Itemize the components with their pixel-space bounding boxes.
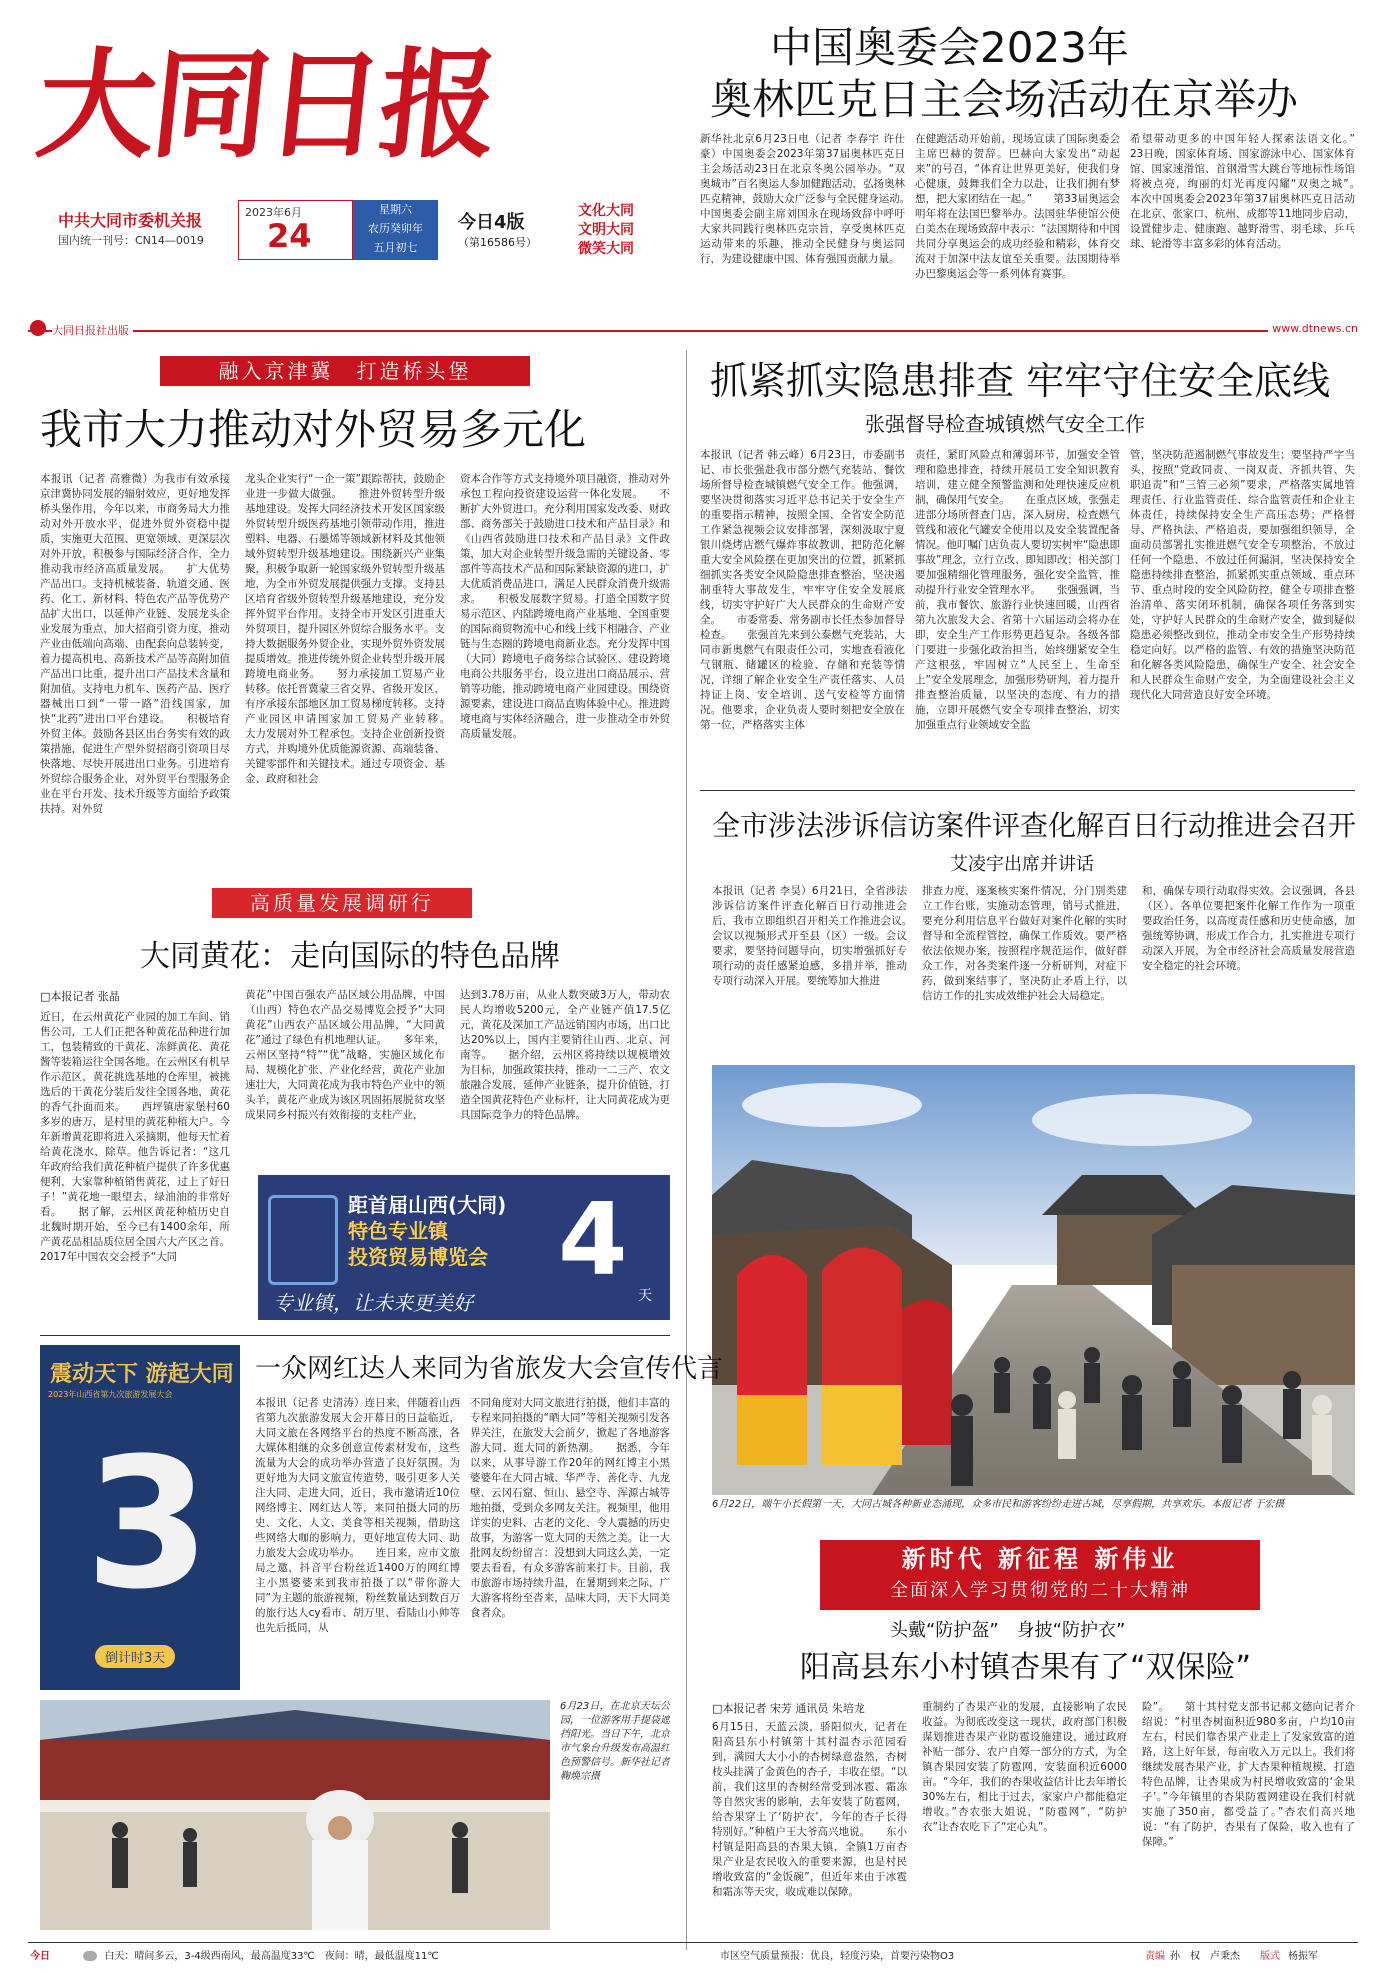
footer-editor-label: 责编 [1145, 1951, 1165, 1962]
expo-ad-count: 4 [558, 1181, 628, 1298]
date-weekday-box [353, 200, 438, 260]
new-era-title: 阳高县东小村镇杏果有了“双保险” [800, 1650, 1252, 1685]
website[interactable]: www.dtnews.cn [1268, 322, 1358, 335]
masthead-issn: 国内统一刊号：CN14—0019 [58, 234, 204, 247]
petition-col-3: 和，确保专项行动取得实效。会议强调，各县（区）、各单位要把案件化解工作作为一项重要政治任务，以高度责任感和历史使命感，加强统筹协调，形成工作合力，扎实推进专项行动深入开展，为全市经济社会高质量发展营造安全稳定的社会环境。 [1142, 885, 1355, 972]
trade-title: 我市大力推动对外贸易多元化 [40, 405, 587, 454]
expo-ad-line3: 投资贸易博览会 [348, 1245, 488, 1269]
new-era-banner [820, 1540, 1260, 1610]
column-divider [686, 350, 687, 1950]
issue-number: （第16586号） [458, 236, 537, 249]
slogan-culture: 文化大同 [578, 203, 634, 219]
date-box [238, 200, 353, 260]
masthead-sponsor: 中共大同市委机关报 [58, 211, 203, 230]
publisher-logo-icon [30, 320, 46, 336]
expo-ad [258, 1175, 670, 1320]
petition-title: 全市涉法涉诉信访案件评查化解百日行动推进会召开 [712, 809, 1357, 842]
petition-col-2: 排查力度，逐案核实案件情况，分门别类建立工作台账，实施动态管理，销号式推进，要充分利用信息平台做好对案件化解的实时督导和全流程管控，确保工作质效。要严格依法依规办案，按照程序规范运作，做好群众工作，对各类案件逐一分析研判，对症下药，做到案结事了，坚决防止矛盾上行，以信访工作的扎实成效维护社会大局稳定。 [922, 885, 1127, 1002]
lunar-day: 五月初七 [373, 241, 418, 254]
huanghua-col-1: 近日，在云州黄花产业园的加工车间、销售公司，工人们正把各种黄花品种进行加工，包装精致的干黄花、冻鲜黄花、黄花酱等装箱运往全国各地。在云州区有机旱作示范区，黄花挑选基地的仓库里，被挑选后的干黄花分装后发往全国各地，黄花的香气扑面而来。 西坪镇唐家堡村60多岁的唐万，是村里的黄花种植大户。今年新增黄花即将进入采摘期，他每天忙着给黄花浇水、除草。他告诉记者：“这几年政府给我们黄花种植户提供了许多优惠便利，大家靠种植销售黄花，过上了好日子！”黄花地一眼望去，绿油油的非常好看。 据了解，云州区黄花种植历史自北魏时期开始，至今已有1400余年，所产黄花品相品质位居全国六大产区之首。2017年中国农交会授予“大同 [40, 1011, 230, 1263]
expo-ad-line2: 特色专业镇 [348, 1219, 448, 1243]
footer [30, 1946, 1358, 1968]
date-year-month: 2023年6月 [245, 206, 302, 219]
petition-subtitle: 艾凌宇出席并讲话 [950, 854, 1094, 875]
huanghua-byline: □本报记者 张晶 [40, 990, 120, 1003]
gas-col-3: 管，坚决防范遏制燃气事故发生；要坚持严字当头，按照“党政同责、一岗双责、齐抓共管、失职追责”和“三管三必须”要求，严格落实属地管理责任、行业监管责任、综合监管责任和企业主体责任，持续保持安全生产高压态势；严格督导、严格执法、严格追责，要加强组织领导，全面动员部署扎实推进燃气安全专项整治，不放过任何一个隐患、不放过任何漏洞，坚决保持安全隐患持续排查整治，抓紧抓实重点领域、重点环节、重点时段的安全风险防控，健全专项排查整治清单、落实闭环机制，确保各项任务落到实处，守护好人民群众的生命财产安全，做到疑似隐患必须整改到位，推动全市安全生产形势持续稳定向好。以严格的监管、有效的措施坚决防范和化解各类风险隐患，确保生产安全、社会安全和人民群众生命财产安全，为全面建设社会主义现代化大同营造良好安全环境。 [1130, 449, 1355, 701]
lead-col-3: 希望带动更多的中国年轻人探索法语文化。” 23日晚，国家体育场、国家游泳中心、国家体育馆、国家速滑馆、首钢滑雪大跳台等地标性场馆将被点亮，绚丽的灯光再度闪耀“双奥之城”。 本次中国奥委会2023年第37届奥林匹克日活动在北京、张家口、杭州、成都等11地同步启动，设置健步走、健康跑、越野滑雪、羽毛球、乒乓球、轮滑等丰富多彩的体育活动。 [1130, 133, 1355, 250]
footer-editor: 孙 权 卢秉杰 [1170, 1951, 1240, 1962]
huanghua-bottom-rule [40, 1335, 670, 1336]
slogan-smile: 微笑大同 [578, 241, 634, 257]
lead-title-line2: 奥林匹克日主会场活动在京举办 [710, 75, 1299, 124]
temple-photo [40, 1700, 550, 1930]
countdown-ad-title: 震动天下 游起大同 [50, 1362, 234, 1387]
publisher: 大同日报社出版 [52, 322, 133, 338]
footer-design: 杨振军 [1288, 1951, 1318, 1962]
expo-ad-deco [268, 1195, 338, 1285]
new-era-banner-line1: 新时代 新征程 新伟业 [901, 1545, 1179, 1573]
temple-photo-svg [40, 1700, 550, 1930]
gas-subtitle: 张强督导检查城镇燃气安全工作 [865, 412, 1145, 436]
new-era-byline: □本报记者 宋芳 通讯员 朱培龙 [712, 1702, 865, 1715]
trade-col-2: 龙头企业实行“一企一策”跟踪帮扶，鼓励企业进一步做大做强。 推进外贸转型升级基地建设。发挥大同经济技术开发区国家级外贸转型升级医药基地引领带动作用，推进塑料、电器、石墨烯等领域新材料及其他领域外贸转型升级基地建设。围绕新兴产业集聚，积极争取新一轮国家级外贸转型升级基地，为全市外贸发展提供强力支撑。支持县区培育省级外贸转型升级基地建设，充分发挥外贸平台作用。支持全市开发区引进重大外贸项目，提升园区外贸综合服务水平。支持大数据服务外贸企业，实现外贸外资发展提质增效。推进传统外贸企业转型升级开展跨境电商业务。 努力承接加工贸易产业转移。依托晋冀蒙三省交界、省级开发区，有序承接东部地区加工贸易梯度转移。支持产业园区申请国家加工贸易产业转移。 大力发展对外工程承包。支持企业创新投资方式，并购境外优质能源资源、高端装备、关键零部件和关键技术。通过专项资金、基金、政府和社会 [245, 473, 445, 785]
countdown-ad [40, 1345, 240, 1690]
footer-rule [28, 1942, 1358, 1943]
ancient-city-photo-svg [712, 1065, 1355, 1495]
footer-design-label: 版式 [1260, 1951, 1280, 1962]
lead-col-1: 新华社北京6月23日电（记者 李春宇 许仕豪）中国奥委会2023年第37届奥林匹克日主会场活动23日在北京冬奥公园举办。“双奥城市”百名奥运人参加健跑活动，弘扬奥林匹克精神，鼓励大众广泛参与全民健身运动。 中国奥委会副主席刘国永在现场致辞中呼吁大家共同践行奥林匹克宗旨，享受奥林匹克运动带来的乐趣，推动全民健身与奥运同行，为建设健康中国、体育强国贡献力量。 [700, 133, 905, 265]
lead-col-2: 在健跑活动开始前，现场宣读了国际奥委会主席巴赫的贺辞。巴赫向大家发出“动起来”的号召，“体育让世界更美好，使我们身心健康，鼓舞我们全力以赴，让我们拥有梦想，把大家团结在一起。” 第33届奥运会明年将在法国巴黎举办。法国驻华使馆公使白美杰在现场致辞中表示：“法国期待和中国共同分享奥运会的成功经验和精彩，体育交流对于加深中法友谊至关重要。法国期待举办巴黎奥运会等一系列体育赛事。 [915, 133, 1120, 280]
lunar-year: 农历癸卯年 [368, 222, 423, 235]
publisher-rule [28, 330, 1358, 332]
trade-banner: 融入京津冀 打造桥头堡 [160, 356, 530, 386]
gas-bottom-rule [700, 790, 1355, 791]
masthead-logo: 大同日报 [30, 35, 502, 174]
huanghua-col-2: 黄花”中国百强农产品区域公用品牌，中国（山西）特色农产品交易博览会授予“大同黄花”山西农产品区域公用品牌，“大同黄花”通过了绿色有机地理认证。 多年来，云州区坚持“特”“优”战略，实施区域化布局、规模化扩张、产业化经营，黄花产业加速壮大，大同黄花成为我市特色产业中的领头羊，黄花产业成为该区巩固拓展脱贫攻坚成果同乡村振兴有效衔接的支柱产业， [245, 989, 445, 1121]
footer-weather: 白天：晴间多云，3-4级西南风，最高温度33℃ 夜间：晴，最低温度11℃ [104, 1951, 439, 1962]
expo-ad-unit: 天 [638, 1288, 652, 1304]
trade-col-1: 本报讯（记者 高雅微）为我市有效承接京津冀协同发展的辐射效应，更好地发挥桥头堡作用，今年以来，市商务局大力推动对外开放水平，促进外贸外资稳中提质，实施更大范围、更宽领域、更深层次对外开放，积极参与国际经济合作，全力推动我市经济高质量发展。 扩大优势产品出口。支持机械装备、轨道交通、医药、化工、新材料、特色农产品等优势产品扩大出口，以延伸产业链、发展龙头企业发展为重点，加大招商引资力度，推动产业由低端向高端、由配套向总装转变，着力提高机电、高新技术产品等高附加值产品出口比重，提升出口产品技术含量和附加值。支持电力机车、医药产品、医疗器械出口到“一带一路”沿线国家，加快“北药”进出口平台建设。 积极培育外贸主体。鼓励各县区出台务实有效的政策措施，促进生产型外贸招商引资项目尽快落地、尽快开展进出口业务。引进培育外贸综合服务企业，对外贸平台型服务企业在平台开发、技术升级等方面给予政策扶持。对外贸 [40, 473, 230, 815]
gas-col-2: 责任，紧盯风险点和薄弱环节，加强安全管理和隐患排查，持续开展员工安全知识教育培训，建立健全预警监测和处理快速反应机制，确保用气安全。 在重点区域，张强走进部分场所督查门店，深入厨房，检查燃气管线和液化气罐安全使用以及安全装置配备情况。他叮嘱门店负责人要切实树牢“隐患即事故”理念，立行立改、即知即改；相关部门要加强精细化管理服务，强化安全监管，推动提升行业安全管理水平。 张强强调，当前，我市餐饮、旅游行业快速回暖，山西省第九次旅发大会、省第十六届运动会将办在即，安全生产工作形势更趋复杂。各级各部门要进一步强化政治担当，始终绷紧安全生产这根弦，牢固树立“人民至上、生命至上”安全发展理念，加强形势研判，着力提升排查整治质量，以坚决的态度、有力的措施，立即开展燃气安全专项排查整治，切实加强重点行业领域安全监 [915, 449, 1120, 731]
temple-caption: 6月23日，在北京天坛公园，一位游客用手提袋遮挡阳光。当日下午，北京市气象台升级发布高温红色预警信号。新华社记者 鞠焕宗摄 [560, 1701, 670, 1782]
weather-icon [83, 1951, 97, 1961]
footer-air: 市区空气质量预报：优良，轻度污染，首要污染物O3 [720, 1951, 955, 1962]
countdown-ad-sub: 2023年山西省第九次旅游发展大会 [48, 1390, 173, 1399]
weekday: 星期六 [379, 203, 412, 216]
ancient-city-photo [712, 1065, 1355, 1495]
new-era-kicker: 头戴“防护盔” 身披“防护衣” [890, 1620, 1126, 1641]
countdown-ad-count: 3 [85, 1420, 211, 1629]
ancient-city-caption: 6月22日，端午小长假第一天，大同古城各种新业态涌现，众多市民和游客纷纷走进古城，尽享假期，共享欢乐。本报记者 于宏摄 [712, 1499, 1285, 1510]
slogan-civility: 文明大同 [578, 222, 634, 238]
new-era-col-1: 6月15日，天蓝云淡，骄阳似火，记者在阳高县东小村镇第十其村温杏示范园看到，满园大大小小的杏树绿意盎然，杏树枝头挂满了金黄色的杏子，丰收在望。“以前，我们这里的杏树经常受到冰雹、霜冻等自然灾害的影响，去年安装了防雹网，给杏果穿上了‘防护衣’，今年的杏子长得特别好。”种植户王大爷高兴地说。 东小村镇是阳高县的杏果大镇，全镇1万亩杏果产业是农民收入的重要来源，也是村民增收致富的“金饭碗”，但近年来由于冰雹和霜冻等天灾，收成难以保障。 [712, 1721, 907, 1898]
huanghua-banner: 高质量发展调研行 [212, 888, 472, 918]
pages-count: 今日4版 [458, 212, 525, 233]
new-era-col-2: 重制约了杏果产业的发展，直接影响了农民收益。为彻底改变这一现状，政府部门积极谋划推进杏果产业防雹设施建设，通过政府补贴一部分、农户自筹一部分的方式，为全镇杏果园安装了防雹网，安装面积近6000亩。“今年，我们的杏果收益估计比去年增长30%左右，相比于过去，家家户户都能稳定增收。”杏农张大姐说，“防雹网”，“防护衣”让杏农吃下了“定心丸”。 [922, 1701, 1127, 1833]
gas-title: 抓紧抓实隐患排查 牢牢守住安全底线 [710, 359, 1331, 403]
huanghua-col-3: 达到3.78万亩，从业人数突破3万人，带动农民人均增收5200元，全产业链产值17.5亿元，黄花及深加工产品远销国内市场，出口比达20%以上，国内主要销往山西、北京、河南等。 据介绍，云州区将持续以规模增效为目标，加强政策扶持，推动一二三产、农文旅融合发展，延伸产业链条，提升价值链，打造全国黄花特色产业标杆，让大同黄花成为更具国际竞争力的特色品牌。 [460, 989, 670, 1121]
tourism-col-2: 不同角度对大同文旅进行拍摄，他们丰富的专程来同拍摄的“晒大同”等相关视频引发各界关注，在旅发大会前夕，掀起了各地游客游大同、逛大同的新热潮。 据悉，今年以来，从事导游工作20年的网红博主小黑婆婆年在大同古城、华严寺、善化寺、九龙壁、云冈石窟、恒山、悬空寺、浑源古城等地拍摄，受到众多网友关注。视频里，他用详实的史料、古老的文化、令人震撼的历史故事，为游客一览大同的天然之美。让一大批网友纷纷留言：没想到大同这么美，一定要去看看，有众多游客前来打卡。目前，我市旅游市场持续升温，在暑期到来之际，广大游客将纷至沓来，品味大同，天下大同美食者众。 [470, 1397, 670, 1619]
trade-col-3: 资本合作等方式支持境外项目融资，推动对外承包工程向投资建设运营一体化发展。 不断扩大外贸进口。充分利用国家发改委、财政部、商务部关于鼓励进口技术和产品目录》和《山西省鼓励进口技术和产品目录》文件政策，加大对企业转型升级急需的关键设备、零部件等高技术产品和国际紧缺资源的进口，扩大优质消费品进口，满足人民群众消费升级需求。 积极发展数字贸易。打造全国数字贸易示范区、内陆跨境电商产业基地、全国重要的国际商贸物流中心和线上线下相融合、产业链与生态圈的跨境电商新业态。充分发挥中国（大同）跨境电子商务综合试验区、建设跨境电商公共服务平台，设立进出口商品展示、营销等功能，推动跨境电商产业园建设。围绕资源要素，建设进口商品直购体验中心。推进跨境电商与实体经济融合，进一步推动全市外贸高质量发展。 [460, 473, 670, 740]
slogans [578, 202, 634, 259]
masthead [28, 20, 648, 335]
footer-today: 今日 [30, 1951, 50, 1962]
lead-title-line1: 中国奥委会2023年 [770, 23, 1129, 72]
expo-ad-line1: 距首届山西(大同) [348, 1193, 507, 1217]
new-era-col-3: 险”。 第十其村党支部书记郝文德向记者介绍说：“村里杏树面积近980多亩，户均10亩左右，村民们靠杏果产业走上了发家致富的道路，这上好年景，每亩收入万元以上。我们将继续发展杏果产业，扩大杏果种植规模，打造特色品牌，让杏果成为村民增收致富的‘金果子’。”今年镇里的杏果防雹网建设在我们村就实施了350亩，都受益了。”杏农们高兴地说：“有了防护，杏果有了保险，收入也有了保障。” [1142, 1701, 1355, 1848]
date-day: 24 [267, 217, 312, 255]
new-era-banner-line2: 全面深入学习贯彻党的二十大精神 [890, 1580, 1190, 1601]
tourism-title: 一众网红达人来同为省旅发大会宣传代言 [255, 1354, 724, 1384]
countdown-ad-label: 倒计时3天 [95, 1645, 175, 1668]
tourism-col-1: 本报讯（记者 史清涛）连日来，伴随着山西省第九次旅游发展大会开幕日的日益临近，大同文旅在各网络平台的热度不断高涨，各大媒体相继的众多创意宣传素材发布，这些流量为大会的成功举办营造了良好氛围。为更好地为大同文旅宣传造势，吸引更多人关注大同、走进大同，近日，我市邀请近10位网络博主、网红达人等，来同拍摄大同的历史、文化、人文、美食等相关视频，借助这些网络大咖的影响力，更好地宣传大同、助力旅发大会成功举办。 连日来，应市文旅局之邀，抖音平台粉丝近1400万的网红博主小黑婆婆来到我市拍摄了以“带你游大同”为主题的旅游视频，粉丝数量达到数百万的旅行达人cy看市、胡万里、看陆山小帅等也先后抵同，从 [255, 1397, 460, 1634]
expo-ad-slogan: 专业镇，让未来更美好 [273, 1291, 473, 1315]
petition-col-1: 本报讯（记者 李昊）6月21日，全省涉法涉诉信访案件评查化解百日行动推进会后，我市立即组织召开相关工作推进会议。 会议以视频形式开至县（区）一级。会议要求，要坚持问题导向，切实增强抓好专项行动的责任感紧迫感，多措并举，推动专项行动深入开展。要统筹加大推进 [712, 885, 907, 987]
gas-col-1: 本报讯（记者 韩云峰）6月23日，市委副书记、市长张强赴我市部分燃气充装站、餐饮场所督导检查城镇燃气安全工作。他强调，要坚决贯彻落实习近平总书记关于安全生产的重要指示精神，按照全国、全省安全防范工作紧急视频会议安排部署，深刻汲取宁夏银川烧烤店燃气爆炸事故教训，把防范化解重大安全风险摆在更加突出的位置，抓紧抓细抓实各类安全风险隐患排查整治，坚决遏制重特大事故发生，牢牢守住安全发展底线，切实守护好广大人民群众的生命财产安全。 市委常委、常务副市长任杰参加督导检查。 张强首先来到公泰燃气充装站，大同市新奥燃气有限责任公司，实地查看液化气钢瓶、储罐区的检验、存储和充装等情况，详细了解企业安全生产责任落实、人员持证上岗、安全培训、送气安检等方面情况。他要求，企业负责人要时刻把安全放在第一位，严格落实主体 [700, 449, 905, 731]
huanghua-title: 大同黄花：走向国际的特色品牌 [140, 939, 560, 974]
